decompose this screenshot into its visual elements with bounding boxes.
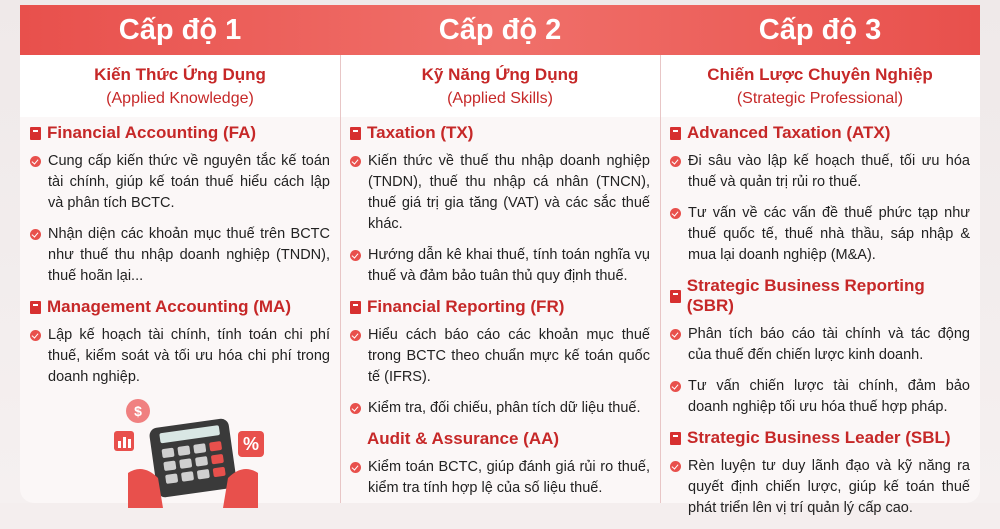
list-item bbox=[350, 245, 650, 287]
level-2-title-en: (Applied Skills) bbox=[447, 90, 553, 107]
section bbox=[350, 429, 650, 499]
list-item bbox=[350, 151, 650, 235]
section bbox=[670, 123, 970, 266]
section-title: Management Accounting (MA) bbox=[47, 297, 291, 316]
list-item bbox=[670, 456, 970, 519]
check-icon bbox=[670, 156, 681, 167]
section-header bbox=[30, 297, 330, 317]
column-divider bbox=[660, 55, 661, 503]
list-item bbox=[350, 398, 650, 419]
check-icon bbox=[30, 156, 41, 167]
level-1-title-en: (Applied Knowledge) bbox=[106, 90, 254, 107]
check-icon bbox=[350, 403, 361, 414]
section bbox=[30, 297, 330, 388]
section-title: Taxation (TX) bbox=[367, 123, 474, 142]
section bbox=[350, 123, 650, 287]
book-icon bbox=[30, 127, 41, 140]
level-1-title bbox=[20, 65, 340, 108]
check-icon bbox=[670, 329, 681, 340]
calculator-icon bbox=[149, 418, 238, 498]
section-title: Financial Accounting (FA) bbox=[47, 123, 257, 142]
level-3-heading: Cấp độ 3 bbox=[758, 14, 882, 46]
list-item-text: Kiến thức về thuế thu nhập doanh nghiệp (TNDN), thuế thu nhập cá nhân (TNCN), thuế giá trị gia tăng (VAT) và các sắc thuế khác. bbox=[368, 153, 650, 232]
section-header bbox=[350, 429, 650, 449]
book-icon bbox=[30, 301, 41, 314]
level-1-column bbox=[30, 123, 330, 398]
acca-levels-card bbox=[20, 5, 980, 516]
book-icon bbox=[350, 301, 361, 314]
list-item-text: Lập kế hoạch tài chính, tính toán chi phí thuế, kiểm soát và tối ưu hóa chi phí trong doanh nghiệp. bbox=[48, 327, 330, 385]
check-icon bbox=[670, 461, 681, 472]
list-item bbox=[350, 325, 650, 388]
section-header bbox=[670, 428, 970, 448]
section-header bbox=[30, 123, 330, 143]
section bbox=[30, 123, 330, 287]
section-title: Audit & Assurance (AA) bbox=[367, 429, 560, 448]
check-icon bbox=[670, 381, 681, 392]
list-item-text: Kiểm toán BCTC, giúp đánh giá rủi ro thuế, kiểm tra tính hợp lệ của số liệu thuế. bbox=[368, 459, 650, 496]
section bbox=[350, 297, 650, 419]
level-1-heading: Cấp độ 1 bbox=[118, 14, 242, 46]
section bbox=[670, 276, 970, 418]
section-header bbox=[670, 276, 970, 316]
section-title: Strategic Business Reporting (SBR) bbox=[686, 276, 925, 315]
list-item-text: Hiểu cách báo cáo các khoản mục thuế trong BCTC theo chuẩn mực kế toán quốc tế (IFRS). bbox=[368, 327, 650, 385]
level-3-title-vi: Chiến Lược Chuyên Nghiệp bbox=[707, 65, 933, 84]
level-2-heading: Cấp độ 2 bbox=[438, 14, 562, 46]
section bbox=[670, 428, 970, 519]
list-item-text: Cung cấp kiến thức về nguyên tắc kế toán tài chính, giúp kế toán thuế hiểu cách lập và phân tích BCTC. bbox=[48, 153, 330, 211]
check-icon bbox=[30, 229, 41, 240]
list-item bbox=[30, 325, 330, 388]
list-item bbox=[670, 151, 970, 193]
check-icon bbox=[350, 250, 361, 261]
column-divider bbox=[340, 55, 341, 503]
list-item bbox=[670, 376, 970, 418]
list-item bbox=[30, 151, 330, 214]
check-icon bbox=[350, 462, 361, 473]
list-item bbox=[350, 457, 650, 499]
check-icon bbox=[350, 330, 361, 341]
list-item-text: Hướng dẫn kê khai thuế, tính toán nghĩa vụ thuế và đảm bảo tuân thủ quy định thuế. bbox=[368, 247, 650, 284]
svg-text:%: % bbox=[242, 434, 260, 454]
book-icon bbox=[670, 290, 681, 303]
check-icon bbox=[350, 156, 361, 167]
section-header bbox=[350, 123, 650, 143]
section-header bbox=[670, 123, 970, 143]
level-3-title bbox=[660, 65, 980, 108]
list-item-text: Nhận diện các khoản mục thuế trên BCTC như thuế thu nhập doanh nghiệp (TNDN), thuế hoãn lại... bbox=[48, 226, 330, 284]
book-icon bbox=[350, 127, 361, 140]
list-item bbox=[670, 203, 970, 266]
list-item-text: Đi sâu vào lập kế hoạch thuế, tối ưu hóa thuế và quản trị rủi ro thuế. bbox=[688, 153, 970, 190]
level-2-title bbox=[340, 65, 660, 108]
level-2-column bbox=[350, 123, 650, 509]
level-2-title-vi: Kỹ Năng Ứng Dụng bbox=[421, 65, 579, 84]
section-title: Strategic Business Leader (SBL) bbox=[687, 428, 951, 447]
list-item-text: Rèn luyện tư duy lãnh đạo và kỹ năng ra quyết định chiến lược, giúp kế toán thuế phát triển lên vị trí quản lý cấp cao. bbox=[688, 458, 970, 516]
section-title: Financial Reporting (FR) bbox=[367, 297, 565, 316]
level-3-title-en: (Strategic Professional) bbox=[736, 90, 904, 107]
check-icon bbox=[670, 208, 681, 219]
book-icon bbox=[670, 127, 681, 140]
svg-text:$: $ bbox=[134, 403, 142, 419]
section-title: Advanced Taxation (ATX) bbox=[687, 123, 891, 142]
level-3-column bbox=[670, 123, 970, 529]
list-item bbox=[670, 324, 970, 366]
list-item-text: Kiểm tra, đối chiếu, phân tích dữ liệu thuế. bbox=[368, 400, 641, 416]
section-header bbox=[350, 297, 650, 317]
book-icon bbox=[670, 432, 681, 445]
list-item bbox=[30, 224, 330, 287]
calculator-illustration bbox=[108, 393, 278, 508]
level-1-title-vi: Kiến Thức Ứng Dụng bbox=[94, 65, 266, 84]
list-item-text: Phân tích báo cáo tài chính và tác động của thuế đến chiến lược kinh doanh. bbox=[688, 326, 970, 363]
list-item-text: Tư vấn chiến lược tài chính, đảm bảo doanh nghiệp tối ưu hóa thuế hợp pháp. bbox=[688, 378, 970, 415]
check-icon bbox=[30, 330, 41, 341]
list-item-text: Tư vấn về các vấn đề thuế phức tạp như thuế quốc tế, thuế nhà thầu, sáp nhập & mua lại doanh nghiệp (M&A). bbox=[688, 205, 970, 263]
